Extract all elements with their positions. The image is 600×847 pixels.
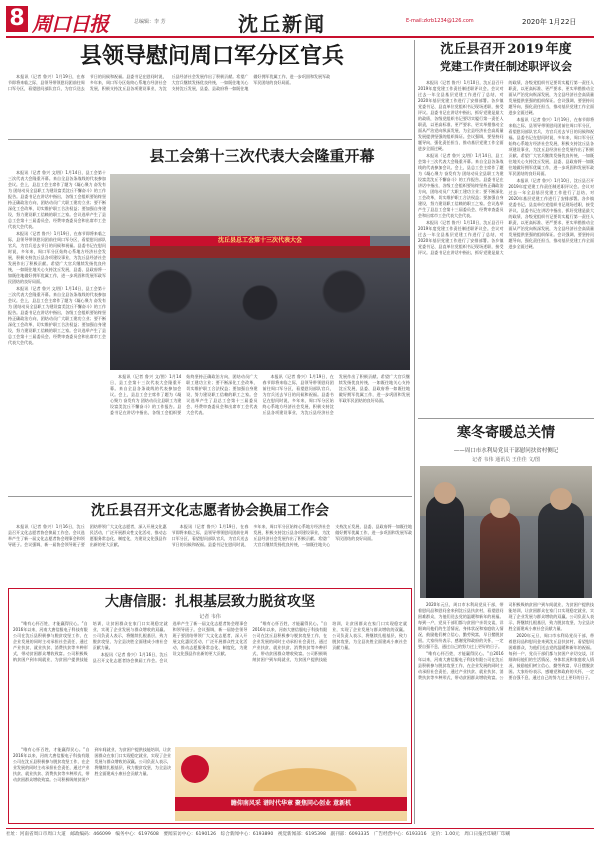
visit-person-left-head bbox=[434, 482, 456, 504]
conference-banner bbox=[150, 236, 370, 246]
article5-title-line2: 党建工作责任制述职评议会 bbox=[440, 60, 572, 73]
article3-paragraph-2: 本报讯（记者 鲁兴）1月19日，在春节即将来临之际，县领导带领慰问团前往周口军分区，看望慰问部队官兵，为官兵送去节日的问候和祝福。县委书记在慰问时说，多年来，周口军分区始终心系地方经济社会发展，积极支持沈丘县各项建设事业，为沈丘县经济社会发展作出了积极贡献。希望广大官兵继续发扬优良传统，一如既往地关心支持沈丘发展，县委、县政府将一如既往地做好拥军优属工作，进一步巩固和发展军政军民团结的良好局面。 bbox=[171, 524, 412, 547]
article5-paragraph-2: 本报讯（记者 鲁兴 文/图）1月14日，县工会第十三次代表大会隆重开幕。来自全县各条战线的代表参加会议。会上，县总工会主席作了题为《凝心聚力 奋发有为 团结动员全县职工为建设富美沈丘不懈奋斗》的工作报告。县委书记在讲话中指出，各级工会组织要始终坚持正确政治方向，团结动员广大职工建功立业；要不断深化工会改革，切实维护职工合法权益；要加强自身建设，努力建设职工信赖的职工之家。会议选举产生了县总工会第十三届委员会、经费审查委员会和出席市工会代表大会代表。 bbox=[418, 153, 504, 218]
article2-paragraph-2: 本报讯（记者 鲁兴）1月19日，在春节即将来临之际，县领导带领慰问团前往周口军分区，看望慰问部队官兵，为官兵送去节日的问候和祝福。县委书记在慰问时说，多年来，周口军分区始终心系地方经济社会发展，积极支持沈丘县各项建设事业，为沈丘县经济社会发展作出了积极贡献。希望广大官兵继续发扬优良传统，一如既往地关心支持沈丘发展，县委、县政府将一如既往地做好拥军优属工作，进一步巩固和发展军政军民团结的良好局面。 bbox=[8, 231, 106, 284]
article1-paragraph: 本报讯（记者 鲁兴）1月19日，在春节即将来临之际，县领导带领慰问团前往周口军分区，看望慰问部队官兵，为官兵送去节日的问候和祝福。县委书记在慰问时说，多年来，周口军分区始终心系地方经济社会发展，积极支持沈丘县各项建设事业，为沈丘县经济社会发展作出了积极贡献。希望广大官兵继续发扬优良传统，一如既往地关心支持沈丘发展，县委、县政府将一如既往地做好拥军优属工作，进一步巩固和发展军政军民团结的良好局面。 bbox=[8, 74, 331, 91]
article2-paragraph-5: 本报讯（记者 鲁兴）1月19日，在春节即将来临之际，县领导带领慰问团前往周口军分区，看望慰问部队官兵，为官兵送去节日的问候和祝福。县委书记在慰问时说，多年来，周口军分区始终心系地方经济社会发展，积极支持沈丘县各项建设事业，为沈丘县经济社会发展作出了积极贡献。希望广大官兵继续发扬优良传统，一如既往地关心支持沈丘发展，县委、县政府将一如既往地做好拥军优属工作，进一步巩固和发展军政军民团结的良好局面。 bbox=[262, 374, 410, 415]
article2-body-left bbox=[8, 170, 106, 492]
article6-title: 寒冬寄暖总关情 bbox=[457, 425, 555, 441]
article4-box bbox=[8, 588, 412, 824]
article2-paragraph-4: 本报讯（记者 鲁兴 文/图）1月14日，县工会第十三次代表大会隆重开幕。来自全县各条战线的代表参加会议。会上，县总工会主席作了题为《凝心聚力 奋发有为 团结动员全县职工为建设富美沈丘不懈奋斗》的工作报告。县委书记在讲话中指出，各级工会组织要始终坚持正确政治方向，团结动员广大职工建功立业；要不断深化工会改革，切实维护职工合法权益；要加强自身建设，努力建设职工信赖的职工之家。会议选举产生了县总工会第十三届委员会、经费审查委员会和出席市工会代表大会代表。 bbox=[110, 374, 258, 415]
article5-title-b: 年度 bbox=[545, 42, 572, 57]
article4-text-lower bbox=[13, 747, 171, 821]
visit-person-left bbox=[426, 494, 464, 598]
article5-title-line1 bbox=[418, 42, 594, 58]
article3-title: 沈丘县召开文化志愿者协会换届工作会 bbox=[91, 503, 329, 519]
article6-paragraph: 2020年元旦，周口市水利局党员干部，带着慰问品和慰问金来到沈丘县扶贫村，看望慰问困难群众，为他们送去党的温暖和新年的祝福。每到一户，党员干部们都与贫困户亲切交谈，详细询问他们的生活情况、身体状况和家庭收入情况，鼓励他们树立信心，勤劳致富，早日摆脱贫困。大家纷纷表示，感谢党和政府的关怀，一定要自强不息，通过自己的努力过上更好的日子。 bbox=[418, 602, 504, 649]
article4-paragraph-4: “唯有心怀百姓，才能赢得民心。”自2016年以来，河南大唐信服电子科技有限公司在沈丘县积极参与脱贫攻坚工作，在企业发展的同时主动承担社会责任，通过产业扶贫、就业扶贫、消费扶贫等多种形式，带动贫困群众增收致富。公司积极吸纳贫困户到车间就业，为贫困户提供技能培训，让贫困群众在家门口实现稳定就业，实现了企业发展与群众增收的双赢。公司负责人表示，将继续扎根基层，致力脱贫攻坚，为全县决胜全面建成小康社会贡献力量。 bbox=[13, 747, 171, 782]
article4-paragraph: “唯有心怀百姓，才能赢得民心。”自2016年以来，河南大唐信服电子科技有限公司在沈丘县积极参与脱贫攻坚工作，在企业发展的同时主动承担社会责任，通过产业扶贫、就业扶贫、消费扶贫等多种形式，带动贫困群众增收致富。公司积极吸纳贫困户到车间就业，为贫困户提供技能培训，让贫困群众在家门口实现稳定就业，实现了企业发展与群众增收的双赢。公司负责人表示，将继续扎根基层，致力脱贫攻坚，为全县决胜全面建成小康社会贡献力量。 bbox=[13, 621, 168, 662]
article3-paragraph: 本报讯（记者 鲁兴）1月16日，沈丘县召开文化志愿者协会换届工作会。会议选举产生了新一届文化志愿者协会理事会和领导班子。会议强调，新一届协会领导班子要团结带领广大文化志愿者，深入开展文化惠民活动，广泛开展群众性文化活动，推动志愿服务常态化、制度化，为建设文化强县作出新的更大贡献。 bbox=[8, 524, 167, 547]
article1-body bbox=[8, 74, 412, 136]
article3-body bbox=[8, 524, 412, 584]
visit-person-right bbox=[538, 502, 584, 598]
article2-paragraph-3: 本报讯（记者 鲁兴 文/图）1月14日，县工会第十三次代表大会隆重开幕。来自全县各条战线的代表参加会议。会上，县总工会主席作了题为《凝心聚力 奋发有为 团结动员全县职工为建设富美沈丘不懈奋斗》的工作报告。县委书记在讲话中指出，各级工会组织要始终坚持正确政治方向，团结动员广大职工建功立业；要不断深化工会改革，切实维护职工合法权益；要加强自身建设，努力建设职工信赖的职工之家。会议选举产生了县总工会第十三届委员会、经费审查委员会和出席市工会代表大会代表。 bbox=[8, 286, 106, 345]
visit-person-right-head bbox=[550, 488, 572, 510]
masthead bbox=[6, 4, 594, 36]
article4-paragraph-3: “唯有心怀百姓，才能赢得民心。”自2016年以来，河南大唐信服电子科技有限公司在沈丘县积极参与脱贫攻坚工作，在企业发展的同时主动承担社会责任，通过产业扶贫、就业扶贫、消费扶贫等多种形式，带动贫困群众增收致富。公司积极吸纳贫困户到车间就业，为贫困户提供技能培训，让贫困群众在家门口实现稳定就业，实现了企业发展与群众增收的双赢。公司负责人表示，将继续扎根基层，致力脱贫攻坚，为全县决胜全面建成小康社会贡献力量。 bbox=[252, 621, 407, 662]
article6-body bbox=[418, 602, 594, 824]
edition-name: 沈丘新闻 bbox=[238, 12, 326, 36]
ad-banner bbox=[175, 747, 407, 821]
article6-paragraph-2: “唯有心怀百姓，才能赢得民心。”自2016年以来，河南大唐信服电子科技有限公司在沈丘县积极参与脱贫攻坚工作，在企业发展的同时主动承担社会责任，通过产业扶贫、就业扶贫、消费扶贫等多种形式，带动贫困群众增收致富。公司积极吸纳贫困户到车间就业，为贫困户提供技能培训，让贫困群众在家门口实现稳定就业，实现了企业发展与群众增收的双赢。公司负责人表示，将继续扎根基层，致力脱贫攻坚，为全县决胜全面建成小康社会贡献力量。 bbox=[418, 602, 594, 680]
editor-line: 总编辑：李 芳 bbox=[134, 19, 166, 25]
article5-paragraph-4: 本报讯（记者 鲁兴）1月19日，在春节即将来临之际，县领导带领慰问团前往周口军分区，看望慰问部队官兵，为官兵送去节日的问候和祝福。县委书记在慰问时说，多年来，周口军分区始终心系地方经济社会发展，积极支持沈丘县各项建设事业，为沈丘县经济社会发展作出了积极贡献。希望广大官兵继续发扬优良传统，一如既往地关心支持沈丘发展，县委、县政府将一如既往地做好拥军优属工作，进一步巩固和发展军政军民团结的良好局面。 bbox=[508, 117, 594, 176]
article1-title: 县领导慰问周口军分区官兵 bbox=[79, 43, 344, 69]
article6-paragraph-3: 2020年元旦，周口市水利局党员干部，带着慰问品和慰问金来到沈丘县扶贫村，看望慰问困难群众，为他们送去党的温暖和新年的祝福。每到一户，党员干部们都与贫困户亲切交谈，详细询问他们的生活情况、身体状况和家庭收入情况，鼓励他们树立信心，勤劳致富，早日摆脱贫困。大家纷纷表示，感谢党和政府的关怀，一定要自强不息，通过自己的努力过上更好的日子。 bbox=[508, 633, 594, 680]
article2-title: 县工会第十三次代表大会隆重开幕 bbox=[149, 147, 375, 165]
masthead-rule bbox=[6, 36, 594, 38]
article4-byline: 记者 韦伟 bbox=[199, 614, 221, 620]
visit-person-middle bbox=[480, 512, 520, 598]
article6-divider bbox=[418, 418, 594, 419]
conference-banner-text: 沈丘县总工会第十三次代表大会 bbox=[217, 237, 302, 244]
article5-paragraph-3: 本报讯（记者 鲁兴）1月10日，沈丘县召开2019年度党建工作责任制述职评议会。会议对过去一年全县基层党建工作进行了总结，对2020年基层党建工作进行了安排部署。各乡镇党委书记、县直单位党组织书记现场述职，接受评议。县委书记在讲话中指出，抓好党建是最大的政绩，各级党组织书记要切实履行第一责任人职责，以更高标准、更严要求、更实举措推动全面从严治党向纵深发展，为全县经济社会高质量发展提供坚强的组织保证。会议强调，要坚持问题导向，强化责任担当，推动基层党建工作全面进步全面过硬。 bbox=[418, 80, 594, 255]
article6-byline: 记者 韦伟 通讯员 王佳佳 文/图 bbox=[471, 457, 541, 463]
ad-gate-shape bbox=[215, 751, 395, 791]
conference-podium bbox=[110, 246, 410, 258]
ad-slogan: 瞻仰南风采 谱时代华章 聚焦同心创业 意新机 bbox=[230, 800, 352, 807]
contact-email: E-mail:zkrb1234@126.com bbox=[406, 18, 474, 24]
ad-emblem bbox=[181, 755, 209, 783]
article4-paragraph-2: 本报讯（记者 鲁兴）1月16日，沈丘县召开文化志愿者协会换届工作会。会议选举产生了新一届文化志愿者协会理事会和领导班子。会议强调，新一届协会领导班子要团结带领广大文化志愿者，深入开展文化惠民活动，广泛开展群众性文化活动，推动志愿服务常态化、制度化，为建设文化强县作出新的更大贡献。 bbox=[92, 621, 248, 663]
footer-rule bbox=[6, 828, 594, 829]
visit-photo bbox=[420, 466, 592, 598]
column-divider bbox=[414, 40, 415, 824]
article2-divider bbox=[8, 139, 412, 140]
article3-divider bbox=[8, 496, 412, 497]
article2-paragraph: 本报讯（记者 鲁兴 文/图）1月14日，县工会第十三次代表大会隆重开幕。来自全县各条战线的代表参加会议。会上，县总工会主席作了题为《凝心聚力 奋发有为 团结动员全县职工为建设富美沈丘不懈奋斗》的工作报告。县委书记在讲话中指出，各级工会组织要始终坚持正确政治方向，团结动员广大职工建功立业；要不断深化工会改革，切实维护职工合法权益；要加强自身建设，努力建设职工信赖的职工之家。会议选举产生了县总工会第十三届委员会、经费审查委员会和出席市工会代表大会代表。 bbox=[8, 170, 106, 229]
article6-subtitle: ——周口市水利局党员干部慰问扶贫村侧记 bbox=[453, 448, 559, 454]
article4-title: 大唐信服：扎根基层致力脱贫攻坚 bbox=[105, 594, 315, 610]
issue-date: 2020年 1月22日 bbox=[522, 18, 577, 26]
page-number-box bbox=[6, 6, 28, 32]
article4-body-lower bbox=[13, 747, 171, 821]
conference-audience bbox=[110, 258, 410, 370]
article5-paragraph: 本报讯（记者 鲁兴）1月10日，沈丘县召开2019年度党建工作责任制述职评议会。会议对过去一年全县基层党建工作进行了总结，对2020年基层党建工作进行了安排部署。各乡镇党委书记、县直单位党组织书记现场述职，接受评议。县委书记在讲话中指出，抓好党建是最大的政绩，各级党组织书记要切实履行第一责任人职责，以更高标准、更严要求、更实举措推动全面从严治党向纵深发展，为全县经济社会高质量发展提供坚强的组织保证。会议强调，要坚持问题导向，强化责任担当，推动基层党建工作全面进步全面过硬。 bbox=[418, 80, 504, 151]
article5-paragraph-5: 本报讯（记者 鲁兴）1月10日，沈丘县召开2019年度党建工作责任制述职评议会。会议对过去一年全县基层党建工作进行了总结，对2020年基层党建工作进行了安排部署。各乡镇党委书记、县直单位党组织书记现场述职，接受评议。县委书记在讲话中指出，抓好党建是最大的政绩，各级党组织书记要切实履行第一责任人职责，以更高标准、更严要求、更实举措推动全面从严治党向纵深发展，为全县经济社会高质量发展提供坚强的组织保证。会议强调，要坚持问题导向，强化责任担当，推动基层党建工作全面进步全面过硬。 bbox=[508, 178, 594, 249]
footer-info: 社址：河南省周口市周口大道 邮政编码：466099 编务中心：6197608 要闻采访中心：6190126 综合新闻中心：6193890 视觉新闻部：6195398 副刊部：6093335 广告经营中心：6193316 定价：1.00元 周口日报社印刷厂印刷 bbox=[6, 832, 511, 837]
article5-title-year: 2019 bbox=[507, 42, 544, 57]
visit-person-middle-head bbox=[490, 498, 510, 518]
conference-photo bbox=[110, 174, 410, 370]
paper-logo: 周口日报 bbox=[32, 12, 108, 36]
article4-body bbox=[13, 621, 407, 745]
article2-body-right bbox=[110, 374, 410, 492]
article5-body bbox=[418, 80, 594, 414]
conference-stage bbox=[110, 174, 410, 236]
page-number: 8 bbox=[9, 6, 25, 31]
article5-title-a: 沈丘县召开 bbox=[440, 42, 506, 57]
